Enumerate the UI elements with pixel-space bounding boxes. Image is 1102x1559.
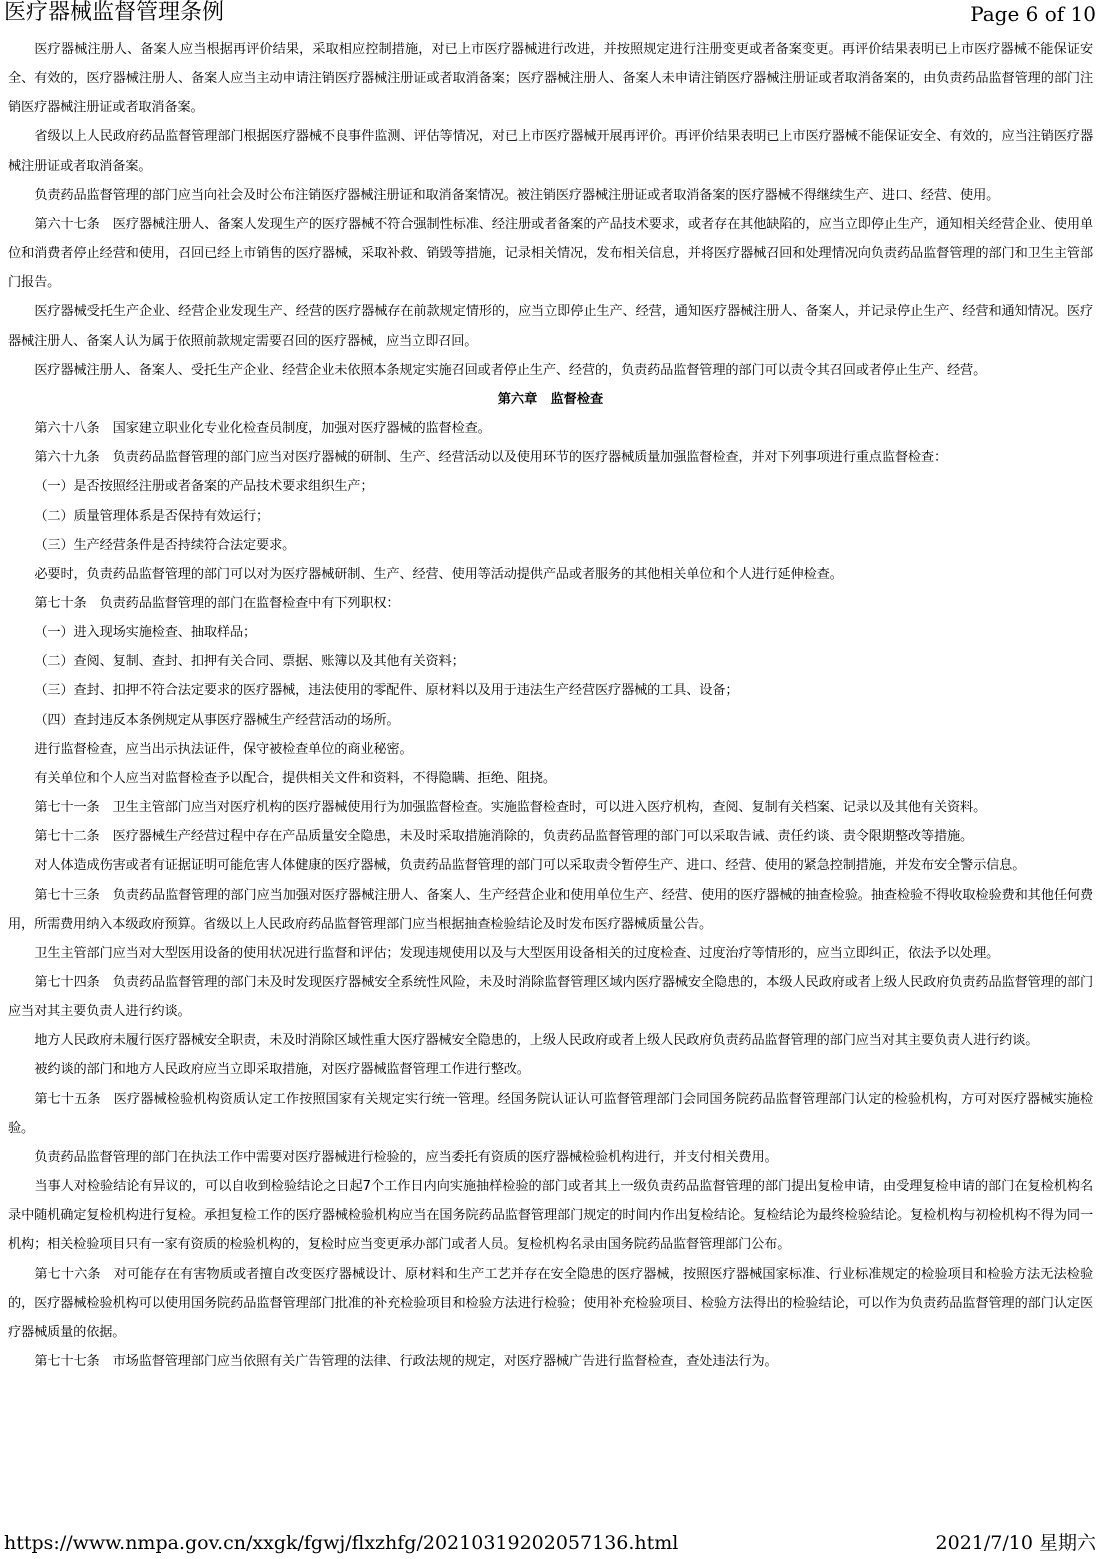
list-item: （一）进入现场实施检查、抽取样品； bbox=[34, 625, 257, 641]
paragraph: 省级以上人民政府药品监督管理部门根据医疗器械不良事件监测、评估等情况，对已上市医疗器械开展再评价。再评价结果表明已上市医疗器械不能保证安全、有效的，应当注销医疗器械注册证或者取消备案。 bbox=[8, 129, 1093, 174]
print-date: 2021/7/10 星期六 bbox=[935, 1532, 1096, 1554]
paragraph: 医疗器械受托生产企业、经营企业发现生产、经营的医疗器械存在前款规定情形的，应当立即停止生产、经营，通知医疗器械注册人、备案人，并记录停止生产、经营和通知情况。医疗器械注册人、备案人认为属于依照前款规定需要召回的医疗器械，应当立即召回。 bbox=[8, 304, 1093, 349]
paragraph: 医疗器械注册人、备案人、受托生产企业、经营企业未依照本条规定实施召回或者停止生产、经营的，负责药品监督管理的部门可以责令其召回或者停止生产、经营。 bbox=[34, 362, 987, 378]
paragraph: 当事人对检验结论有异议的，可以自收到检验结论之日起7个工作日内向实施抽样检验的部门或者其上一级负责药品监督管理的部门提出复检申请，由受理复检申请的部门在复检机构名录中随机确定复检机构进行复检。承担复检工作的医疗器械检验机构应当在国务院药品监督管理部门规定的时间内作出复检结论。复检结论为最终检验结论。复检机构与初检机构不得为同一机构；相关检验项目只有一家有资质的检验机构的，复检时应当变更承办部门或者人员。复检机构名录由国务院药品监督管理部门公布。 bbox=[8, 1179, 1093, 1253]
chapter-heading: 第六章 监督检查 bbox=[497, 391, 604, 407]
list-item: （四）查封违反本条例规定从事医疗器械生产经营活动的场所。 bbox=[34, 712, 400, 728]
paragraph: 必要时，负责药品监督管理的部门可以对为医疗器械研制、生产、经营、使用等活动提供产品或者服务的其他相关单位和个人进行延伸检查。 bbox=[34, 566, 843, 582]
paragraph: 对人体造成伤害或者有证据证明可能危害人体健康的医疗器械，负责药品监督管理的部门可以采取责令暂停生产、进口、经营、使用的紧急控制措施，并发布安全警示信息。 bbox=[34, 858, 1026, 874]
paragraph: 负责药品监督管理的部门在执法工作中需要对医疗器械进行检验的，应当委托有资质的医疗器械检验机构进行，并支付相关费用。 bbox=[34, 1149, 778, 1165]
document-title: 医疗器械监督管理条例 bbox=[4, 0, 225, 25]
article-68: 第六十八条 国家建立职业化专业化检查员制度，加强对医疗器械的监督检查。 bbox=[34, 421, 491, 437]
paragraph: 卫生主管部门应当对大型医用设备的使用状况进行监督和评估；发现违规使用以及与大型医用设备相关的过度检查、过度治疗等情形的，应当立即纠正，依法予以处理。 bbox=[34, 945, 1000, 961]
article-67: 第六十七条 医疗器械注册人、备案人发现生产的医疗器械不符合强制性标准、经注册或者备案的产品技术要求，或者存在其他缺陷的，应当立即停止生产，通知相关经营企业、使用单位和消费者停止经营和使用，召回已经上市销售的医疗器械，采取补救、销毁等措施，记录相关情况，发布相关信息，并将医疗器械召回和处理情况向负责药品监督管理的部门和卫生主管部门报告。 bbox=[8, 216, 1093, 291]
paragraph: 有关单位和个人应当对监督检查予以配合，提供相关文件和资料，不得隐瞒、拒绝、阻挠。 bbox=[34, 770, 556, 786]
article-71: 第七十一条 卫生主管部门应当对医疗机构的医疗器械使用行为加强监督检查。实施监督检查时，可以进入医疗机构，查阅、复制有关档案、记录以及其他有关资料。 bbox=[34, 800, 987, 816]
article-70: 第七十条 负责药品监督管理的部门在监督检查中有下列职权： bbox=[34, 595, 400, 611]
article-69: 第六十九条 负责药品监督管理的部门应当对医疗器械的研制、生产、经营活动以及使用环节的医疗器械质量加强监督检查，并对下列事项进行重点监督检查： bbox=[34, 450, 948, 466]
page-number: Page 6 of 10 bbox=[970, 2, 1096, 26]
article-72: 第七十二条 医疗器械生产经营过程中存在产品质量安全隐患，未及时采取措施消除的，负责药品监督管理的部门可以采取告诫、责任约谈、责令限期整改等措施。 bbox=[34, 829, 974, 845]
list-item: （一）是否按照经注册或者备案的产品技术要求组织生产； bbox=[34, 479, 374, 495]
document-body bbox=[8, 35, 1093, 1376]
article-76: 第七十六条 对可能存在有害物质或者擅自改变医疗器械设计、原材料和生产工艺并存在安全隐患的医疗器械，按照医疗器械国家标准、行业标准规定的检验项目和检验方法无法检验的，医疗器械检验机构可以使用国务院药品监督管理部门批准的补充检验项目和检验方法进行检验；使用补充检验项目、检验方法得出的检验结论，可以作为负责药品监督管理的部门认定医疗器械质量的依据。 bbox=[8, 1266, 1093, 1340]
print-footer bbox=[0, 1528, 1102, 1558]
article-77: 第七十七条 市场监督管理部门应当依照有关广告管理的法律、行政法规的规定，对医疗器械广告进行监督检查，查处违法行为。 bbox=[34, 1354, 778, 1370]
article-73: 第七十三条 负责药品监督管理的部门应当加强对医疗器械注册人、备案人、生产经营企业和使用单位生产、经营、使用的医疗器械的抽查检验。抽查检验不得收取检验费和其他任何费用，所需费用纳入本级政府预算。省级以上人民政府药品监督管理部门应当根据抽查检验结论及时发布医疗器械质量公告。 bbox=[8, 887, 1093, 932]
print-header bbox=[0, 0, 1102, 30]
list-item: （三）生产经营条件是否持续符合法定要求。 bbox=[34, 537, 296, 553]
list-item: （二）查阅、复制、查封、扣押有关合同、票据、账簿以及其他有关资料； bbox=[34, 654, 465, 670]
paragraph: 医疗器械注册人、备案人应当根据再评价结果，采取相应控制措施，对已上市医疗器械进行改进，并按照规定进行注册变更或者备案变更。再评价结果表明已上市医疗器械不能保证安全、有效的，医疗器械注册人、备案人应当主动申请注销医疗器械注册证或者取消备案；医疗器械注册人、备案人未申请注销医疗器械注册证或者取消备案的，由负责药品监督管理的部门注销医疗器械注册证或者取消备案。 bbox=[8, 42, 1093, 116]
page-url: https://www.nmpa.gov.cn/xxgk/fgwj/flxzhfg/20210319202057136.html bbox=[4, 1532, 679, 1554]
article-74: 第七十四条 负责药品监督管理的部门未及时发现医疗器械安全系统性风险，未及时消除监督管理区域内医疗器械安全隐患的，本级人民政府或者上级人民政府负责药品监督管理的部门应当对其主要负责人进行约谈。 bbox=[8, 975, 1093, 1020]
list-item: （二）质量管理体系是否保持有效运行； bbox=[34, 508, 270, 524]
paragraph: 进行监督检查，应当出示执法证件，保守被检查单位的商业秘密。 bbox=[34, 741, 413, 757]
paragraph: 负责药品监督管理的部门应当向社会及时公布注销医疗器械注册证和取消备案情况。被注销医疗器械注册证或者取消备案的医疗器械不得继续生产、进口、经营、使用。 bbox=[34, 187, 1000, 203]
paragraph: 地方人民政府未履行医疗器械安全职责，未及时消除区域性重大医疗器械安全隐患的，上级人民政府或者上级人民政府负责药品监督管理的部门应当对其主要负责人进行约谈。 bbox=[34, 1033, 1039, 1049]
list-item: （三）查封、扣押不符合法定要求的医疗器械，违法使用的零配件、原材料以及用于违法生产经营医疗器械的工具、设备； bbox=[34, 683, 739, 699]
paragraph: 被约谈的部门和地方人民政府应当立即采取措施，对医疗器械监督管理工作进行整改。 bbox=[34, 1062, 530, 1078]
article-75: 第七十五条 医疗器械检验机构资质认定工作按照国家有关规定实行统一管理。经国务院认证认可监督管理部门会同国务院药品监督管理部门认定的检验机构，方可对医疗器械实施检验。 bbox=[8, 1091, 1093, 1136]
